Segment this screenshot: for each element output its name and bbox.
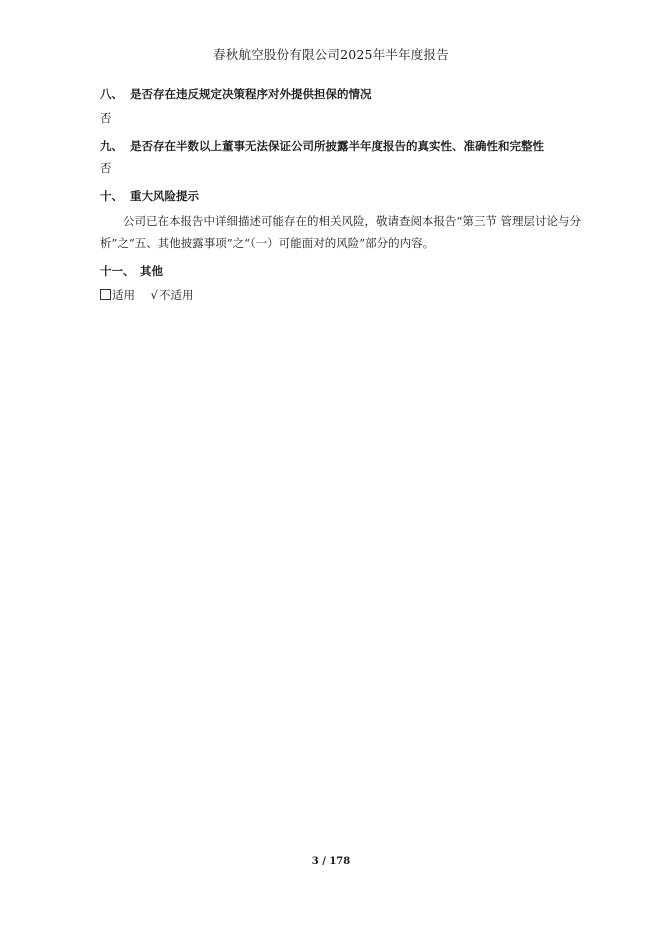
section-heading-8	[100, 86, 372, 102]
page-footer	[0, 856, 662, 867]
section-answer-9: 否	[100, 161, 112, 175]
section-number: 十、	[100, 189, 123, 203]
applicable-label: 适用	[112, 288, 135, 302]
section-heading-10	[100, 188, 199, 204]
section-heading-9	[100, 138, 544, 154]
section-title: 是否存在违反规定决策程序对外提供担保的情况	[130, 87, 372, 101]
page-header	[0, 45, 662, 63]
check-mark-icon: √	[150, 288, 158, 302]
not-applicable-option	[139, 287, 194, 303]
empty-checkbox-icon	[100, 289, 111, 300]
section-number: 十一、	[100, 264, 135, 278]
section-title: 是否存在半数以上董事无法保证公司所披露半年度报告的真实性、准确性和完整性	[130, 139, 544, 153]
not-applicable-label: 不适用	[158, 288, 194, 302]
paragraph-line: 析”之“五、其他披露事项”之“（一）可能面对的风险”部分的内容。	[100, 236, 435, 250]
risk-paragraph	[100, 210, 600, 254]
section-heading-11	[100, 263, 163, 279]
page-number: 3 / 178	[311, 856, 351, 867]
section-number: 八、	[100, 87, 123, 101]
paragraph-line: 公司已在本报告中详细描述可能存在的相关风险，敬请查阅本报告“第三节 管理层讨论与分	[123, 214, 582, 228]
applicability-options	[100, 287, 193, 303]
section-number: 九、	[100, 139, 123, 153]
section-title: 其他	[140, 264, 163, 278]
applicable-option	[100, 287, 135, 303]
report-title: 春秋航空股份有限公司2025年半年度报告	[213, 47, 449, 62]
section-answer-8: 否	[100, 111, 112, 125]
section-title: 重大风险提示	[130, 189, 199, 203]
